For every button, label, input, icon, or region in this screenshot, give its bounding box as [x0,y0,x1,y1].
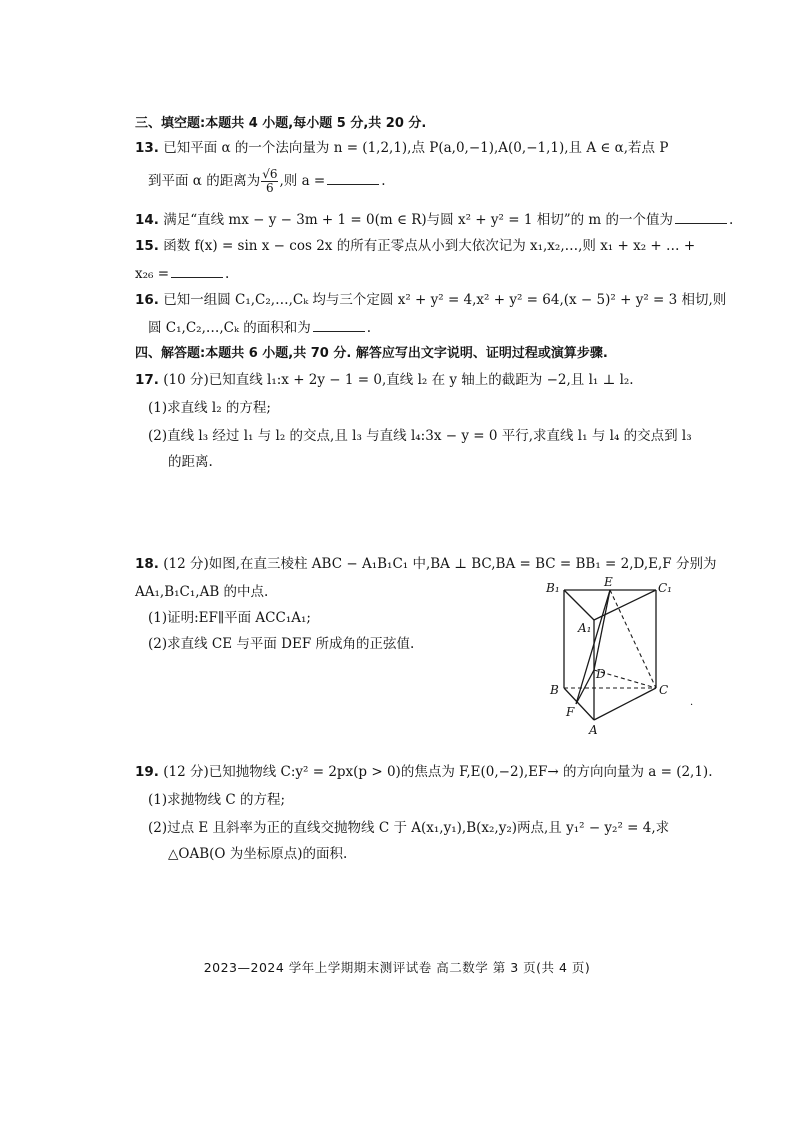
question-18-stem-line2: AA₁,B₁C₁,AB 的中点. [135,584,269,600]
stray-mark: · [690,700,694,711]
answer-section-header: 四、解答题:本题共 6 小题,共 70 分. 解答应写出文字说明、证明过程或演算步骤. [135,346,608,361]
answer-blank-14[interactable] [675,210,727,224]
fraction-numerator: √6 [262,167,278,181]
question-17-text: (10 分)已知直线 l₁:x + 2y − 1 = 0,直线 l₂ 在 y 轴上的截距为 −2,且 l₁ ⊥ l₂. [163,372,634,388]
label-b1: B₁ [546,581,560,595]
question-15-line1 [135,236,695,256]
question-18-part1: (1)证明:EF∥平面 ACC₁A₁; [148,610,311,626]
question-19-part2-line1: (2)过点 E 且斜率为正的直线交抛物线 C 于 A(x₁,y₁),B(x₂,y₂)两点,且 y₁² − y₂² = 4,求 [148,820,670,836]
fraction-sqrt6-over-6 [261,168,278,195]
question-15-text2: x₂₆ = [135,266,170,282]
question-18-number: 18. [135,556,159,572]
question-17-part1: (1)求直线 l₂ 的方程; [148,400,271,416]
question-16-text2: 圆 C₁,C₂,…,Cₖ 的面积和为 [148,320,311,336]
edge-b1-a1 [564,590,594,620]
label-c1: C₁ [658,581,672,595]
question-15-text: 函数 f(x) = sin x − cos 2x 的所有正零点从小到大依次记为 x₁,x₂,…,则 x₁ + x₂ + … + [163,238,696,254]
label-c: C [659,683,669,697]
question-15-number: 15. [135,238,159,254]
triangular-prism-figure [536,576,676,736]
question-14 [135,210,733,230]
question-15-line2 [135,264,229,284]
fill-blank-section-header: 三、填空题:本题共 4 小题,每小题 5 分,共 20 分. [135,116,427,131]
question-14-text: 满足“直线 mx − y − 3m + 1 = 0(m ∈ R)与圆 x² + y² = 1 相切”的 m 的一个值为 [163,212,673,228]
label-d: D [596,667,606,681]
question-19-part2-line2: △OAB(O 为坐标原点)的面积. [168,846,348,862]
label-a: A [589,723,598,736]
question-19-part1: (1)求抛物线 C 的方程; [148,792,286,808]
label-a1: A₁ [578,621,592,635]
question-13-number: 13. [135,140,159,156]
label-b: B [550,683,559,697]
question-17-part2-line1: (2)直线 l₃ 经过 l₁ 与 l₂ 的交点,且 l₃ 与直线 l₄:3x − y = 0 平行,求直线 l₁ 与 l₄ 的交点到 l₃ [148,428,692,444]
question-16-line1 [135,290,726,310]
question-17-stem [135,370,634,390]
period: . [366,320,371,336]
segment-e-c-hidden [610,590,656,688]
question-19-number: 19. [135,764,159,780]
question-17-number: 17. [135,372,159,388]
question-13-text3: ,则 a = [279,173,326,189]
question-19-stem [135,762,713,782]
segment-e-d [594,590,610,670]
question-13-line1 [135,138,668,158]
period: . [225,266,230,282]
period: . [381,173,386,189]
question-13-text: 已知平面 α 的一个法向量为 n = (1,2,1),点 P(a,0,−1),A(0,−1,1),且 A ∈ α,若点 P [163,140,669,156]
answer-blank-13[interactable] [327,171,379,185]
label-e: E [604,576,613,589]
question-18-part2: (2)求直线 CE 与平面 DEF 所成角的正弦值. [148,636,415,652]
question-14-number: 14. [135,212,159,228]
edge-a-c [594,688,656,720]
page-footer: 2023—2024 学年上学期期末测评试卷 高二数学 第 3 页(共 4 页) [203,960,591,975]
answer-blank-16[interactable] [313,318,365,332]
question-18-text: (12 分)如图,在直三棱柱 ABC − A₁B₁C₁ 中,BA ⊥ BC,BA = BC = BB₁ = 2,D,E,F 分别为 [163,556,717,572]
question-16-line2 [148,318,371,338]
period: . [728,212,734,228]
answer-blank-15[interactable] [171,264,223,278]
edge-a1-c1 [594,590,656,620]
fraction-denominator: 6 [266,181,274,195]
question-17-part2-line2: 的距离. [168,454,213,470]
question-18-stem-line1 [135,554,716,574]
question-19-text: (12 分)已知抛物线 C:y² = 2px(p > 0)的焦点为 F,E(0,−2),EF→ 的方向向量为 a = (2,1). [163,764,713,780]
question-16-text: 已知一组圆 C₁,C₂,…,Cₖ 均与三个定圆 x² + y² = 4,x² + y² = 64,(x − 5)² + y² = 3 相切,则 [163,292,727,308]
label-f: F [566,705,575,719]
question-16-number: 16. [135,292,159,308]
question-13-text2: 到平面 α 的距离为 [148,173,261,189]
question-13-line2 [148,166,386,196]
